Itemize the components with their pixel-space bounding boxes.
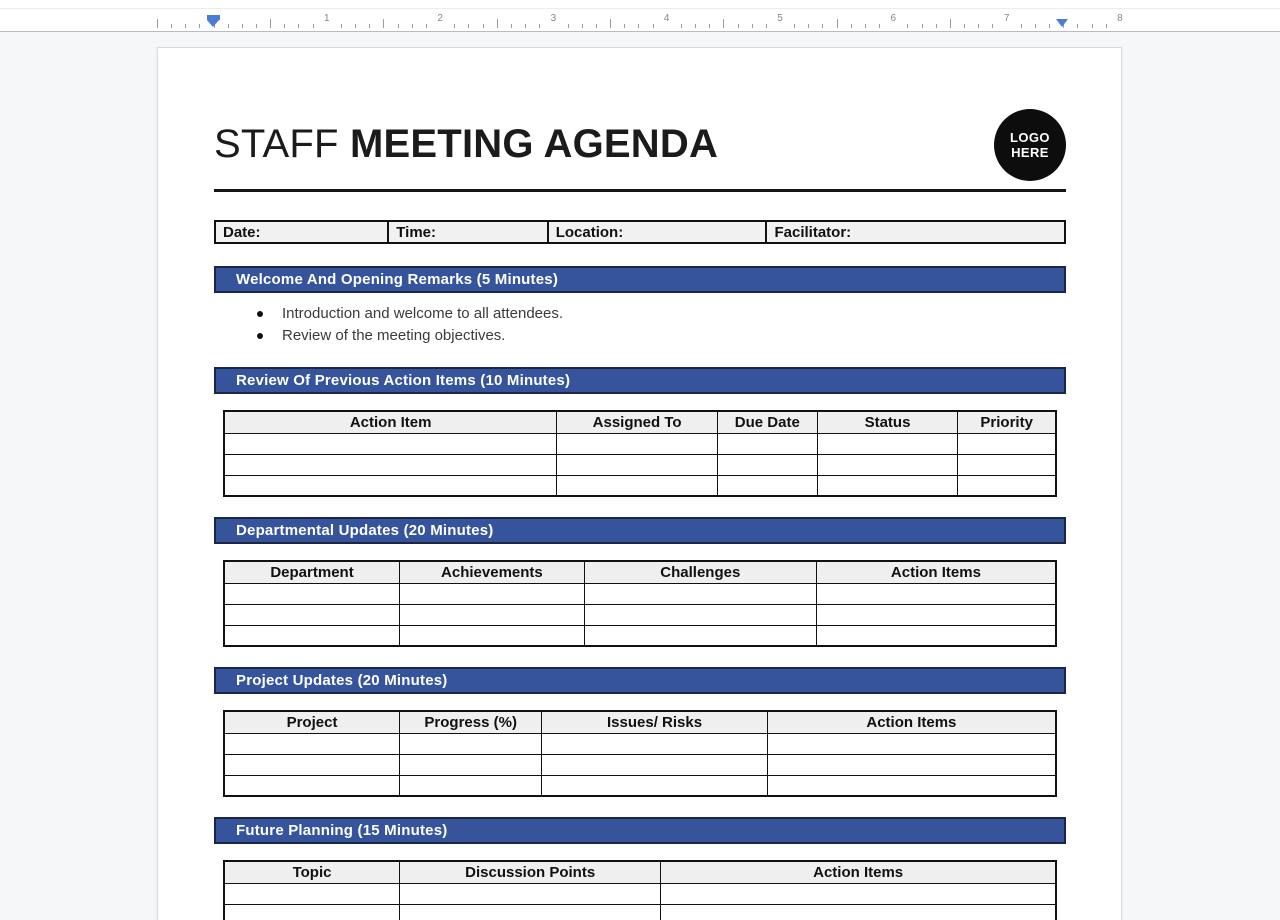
empty-table-cell[interactable] [661, 883, 1056, 904]
logo-line2: HERE [1011, 145, 1049, 160]
left-indent-triangle[interactable] [207, 20, 219, 27]
right-indent-marker[interactable] [1056, 19, 1068, 27]
ruler-bar [0, 0, 1280, 32]
empty-table-cell[interactable] [816, 604, 1056, 625]
table-header-row [224, 411, 1056, 433]
ruler-tick [950, 19, 951, 28]
ruler-tick [1092, 24, 1093, 28]
ruler-tick [738, 24, 739, 28]
ruler-tick [468, 24, 469, 28]
empty-table-cell[interactable] [817, 475, 958, 496]
section-heading-bar[interactable] [214, 367, 1066, 394]
ruler-tick [1021, 24, 1022, 28]
empty-table-cell[interactable] [717, 454, 817, 475]
title-divider-rule [214, 189, 1066, 192]
empty-table-cell[interactable] [224, 883, 400, 904]
bullet-list [214, 303, 1066, 347]
sections-container [214, 266, 1066, 920]
empty-table-cell[interactable] [542, 775, 767, 796]
bullet-item[interactable]: Review of the meeting objectives. [214, 325, 1066, 347]
table-column-header[interactable]: Issues/ Risks [542, 711, 767, 733]
empty-table-cell[interactable] [400, 754, 542, 775]
ruler-tick [794, 24, 795, 28]
empty-table-cell[interactable] [224, 475, 557, 496]
empty-table-cell[interactable] [557, 475, 718, 496]
table-row [224, 475, 1056, 496]
empty-table-cell[interactable] [958, 475, 1056, 496]
agenda-section [214, 367, 1066, 497]
table-header-row [224, 561, 1056, 583]
section-table [223, 860, 1057, 920]
ruler-tick [454, 24, 455, 28]
ruler-tick [383, 19, 384, 28]
empty-table-cell[interactable] [400, 625, 585, 646]
ruler-tick [695, 24, 696, 28]
ruler-tick [922, 24, 923, 28]
ruler-tick [1106, 24, 1107, 28]
ruler-inch-label: 6 [890, 13, 897, 24]
title-bold-part: MEETING AGENDA [350, 122, 719, 166]
table-row [224, 733, 1056, 754]
ruler-tick [1077, 24, 1078, 28]
table-column-header[interactable]: Assigned To [557, 411, 718, 433]
info-cell-location[interactable] [547, 222, 766, 242]
empty-table-cell[interactable] [767, 775, 1056, 796]
empty-table-cell[interactable] [400, 904, 661, 920]
empty-table-cell[interactable] [224, 604, 400, 625]
ruler-tick [511, 24, 512, 28]
ruler-tick [936, 24, 937, 28]
empty-table-cell[interactable] [958, 454, 1056, 475]
section-heading-label: Review Of Previous Action Items (10 Minutes) [236, 372, 571, 389]
ruler-tick [242, 24, 243, 28]
agenda-section [214, 817, 1066, 920]
table-column-header[interactable]: Department [224, 561, 400, 583]
empty-table-cell[interactable] [817, 454, 958, 475]
ruler-tick [157, 19, 158, 28]
title-row [214, 119, 1066, 169]
table-column-header[interactable]: Action Items [661, 861, 1056, 883]
ruler-inch-label: 3 [550, 13, 557, 24]
ruler-tick [681, 24, 682, 28]
ruler-tick [992, 24, 993, 28]
ruler-tick [709, 24, 710, 28]
table-row [224, 433, 1056, 454]
empty-table-cell[interactable] [584, 625, 816, 646]
empty-table-cell[interactable] [400, 775, 542, 796]
section-table [223, 560, 1057, 647]
empty-table-cell[interactable] [958, 433, 1056, 454]
empty-table-cell[interactable] [661, 904, 1056, 920]
ruler-tick [568, 24, 569, 28]
table-column-header[interactable]: Status [817, 411, 958, 433]
left-indent-marker[interactable] [207, 15, 220, 27]
empty-table-cell[interactable] [542, 733, 767, 754]
section-table [223, 710, 1057, 797]
logo-line1: LOGO [1010, 130, 1050, 145]
ruler-tick [284, 24, 285, 28]
empty-table-cell[interactable] [817, 433, 958, 454]
table-column-header[interactable]: Project [224, 711, 400, 733]
empty-table-cell[interactable] [584, 583, 816, 604]
empty-table-cell[interactable] [224, 904, 400, 920]
table-column-header[interactable]: Achievements [400, 561, 585, 583]
section-heading-label: Welcome And Opening Remarks (5 Minutes) [236, 271, 559, 288]
logo-placeholder [994, 109, 1066, 181]
ruler-tick [539, 24, 540, 28]
ruler-inch-label: 5 [777, 13, 783, 24]
section-heading-bar[interactable] [214, 517, 1066, 544]
table-row [224, 625, 1056, 646]
ruler-tick [497, 19, 498, 28]
ruler-tick [766, 24, 767, 28]
table-row [224, 754, 1056, 775]
info-table-row[interactable] [214, 220, 1066, 244]
ruler-tick [355, 24, 356, 28]
ruler-inch-label: 4 [663, 13, 670, 24]
ruler-tick [582, 24, 583, 28]
ruler-tick [822, 24, 823, 28]
empty-table-cell[interactable] [542, 754, 767, 775]
table-row [224, 583, 1056, 604]
ruler-tick [483, 24, 484, 28]
empty-table-cell[interactable] [557, 454, 718, 475]
ruler-tick [171, 24, 172, 28]
ruler-tick [837, 19, 838, 28]
table-row [224, 604, 1056, 625]
ruler-tick [808, 24, 809, 28]
ruler-tick [270, 19, 271, 28]
ruler[interactable] [0, 0, 1280, 31]
document-content [214, 119, 1066, 920]
agenda-section [214, 517, 1066, 647]
empty-table-cell[interactable] [224, 583, 400, 604]
empty-table-cell[interactable] [224, 775, 400, 796]
empty-table-cell[interactable] [767, 754, 1056, 775]
table-column-header[interactable]: Discussion Points [400, 861, 661, 883]
ruler-tick [1049, 24, 1050, 28]
table-column-header[interactable]: Due Date [717, 411, 817, 433]
table-row [224, 775, 1056, 796]
empty-table-cell[interactable] [224, 454, 557, 475]
ruler-inch-label: 7 [1003, 13, 1010, 24]
ruler-tick [228, 24, 229, 28]
document-page[interactable] [157, 47, 1122, 920]
ruler-tick [412, 24, 413, 28]
ruler-tick [596, 24, 597, 28]
empty-table-cell[interactable] [224, 754, 400, 775]
ruler-tick [610, 19, 611, 28]
table-row [224, 883, 1056, 904]
info-label-facilitator: Facilitator: [774, 223, 852, 241]
bullet-item[interactable]: Introduction and welcome to all attendees. [214, 303, 1066, 325]
section-heading-bar[interactable] [214, 817, 1066, 844]
title-word-staff: STAFF [214, 122, 339, 166]
ruler-tick [964, 24, 965, 28]
ruler-tick [752, 24, 753, 28]
ruler-tick [723, 19, 724, 28]
ruler-inch-label: 1 [324, 13, 330, 24]
table-column-header[interactable]: Action Items [767, 711, 1056, 733]
ruler-tick [426, 24, 427, 28]
empty-table-cell[interactable] [400, 604, 585, 625]
ruler-inch-label: 8 [1117, 13, 1123, 24]
table-header-row [224, 861, 1056, 883]
title-words-meeting-agenda [339, 122, 350, 166]
page-title [214, 119, 1066, 169]
section-table [223, 410, 1057, 497]
empty-table-cell[interactable] [224, 433, 557, 454]
agenda-section [214, 667, 1066, 797]
empty-table-cell[interactable] [400, 733, 542, 754]
ruler-tick [653, 24, 654, 28]
section-heading-bar[interactable] [214, 667, 1066, 694]
table-column-header[interactable]: Action Item [224, 411, 557, 433]
empty-table-cell[interactable] [557, 433, 718, 454]
ruler-tick [369, 24, 370, 28]
agenda-section [214, 266, 1066, 347]
table-column-header[interactable]: Action Items [816, 561, 1056, 583]
ruler-tick [525, 24, 526, 28]
table-column-header[interactable]: Challenges [584, 561, 816, 583]
ruler-tick [624, 24, 625, 28]
section-heading-label: Project Updates (20 Minutes) [236, 672, 448, 689]
ruler-tick [298, 24, 299, 28]
table-row [224, 904, 1056, 920]
info-cell-date[interactable] [216, 222, 387, 242]
ruler-tick [256, 24, 257, 28]
ruler-tick [1035, 24, 1036, 28]
empty-table-cell[interactable] [224, 733, 400, 754]
empty-table-cell[interactable] [717, 433, 817, 454]
info-cell-facilitator[interactable] [765, 222, 1063, 242]
ruler-tick [313, 24, 314, 28]
ruler-tick [199, 24, 200, 28]
ruler-tick [865, 24, 866, 28]
table-column-header[interactable]: Topic [224, 861, 400, 883]
ruler-tick [398, 24, 399, 28]
table-header-row [224, 711, 1056, 733]
table-column-header[interactable]: Progress (%) [400, 711, 542, 733]
info-label-time: Time: [396, 223, 437, 241]
ruler-tick [185, 24, 186, 28]
ruler-tick [978, 24, 979, 28]
ruler-tick [907, 24, 908, 28]
ruler-tick [851, 24, 852, 28]
ruler-inch-label: 2 [437, 13, 443, 24]
empty-table-cell[interactable] [400, 883, 661, 904]
empty-table-cell[interactable] [400, 583, 585, 604]
empty-table-cell[interactable] [224, 625, 400, 646]
info-label-location: Location: [555, 223, 624, 241]
ruler-tick [341, 24, 342, 28]
section-heading-label: Future Planning (15 Minutes) [236, 822, 448, 839]
ruler-tick [638, 24, 639, 28]
info-label-date: Date: [223, 223, 261, 241]
empty-table-cell[interactable] [584, 604, 816, 625]
section-heading-bar[interactable] [214, 266, 1066, 293]
table-row [224, 454, 1056, 475]
section-heading-label: Departmental Updates (20 Minutes) [236, 522, 494, 539]
info-cell-time[interactable] [387, 222, 546, 242]
empty-table-cell[interactable] [717, 475, 817, 496]
empty-table-cell[interactable] [767, 733, 1056, 754]
table-column-header[interactable]: Priority [958, 411, 1056, 433]
empty-table-cell[interactable] [816, 583, 1056, 604]
ruler-tick [879, 24, 880, 28]
empty-table-cell[interactable] [816, 625, 1056, 646]
